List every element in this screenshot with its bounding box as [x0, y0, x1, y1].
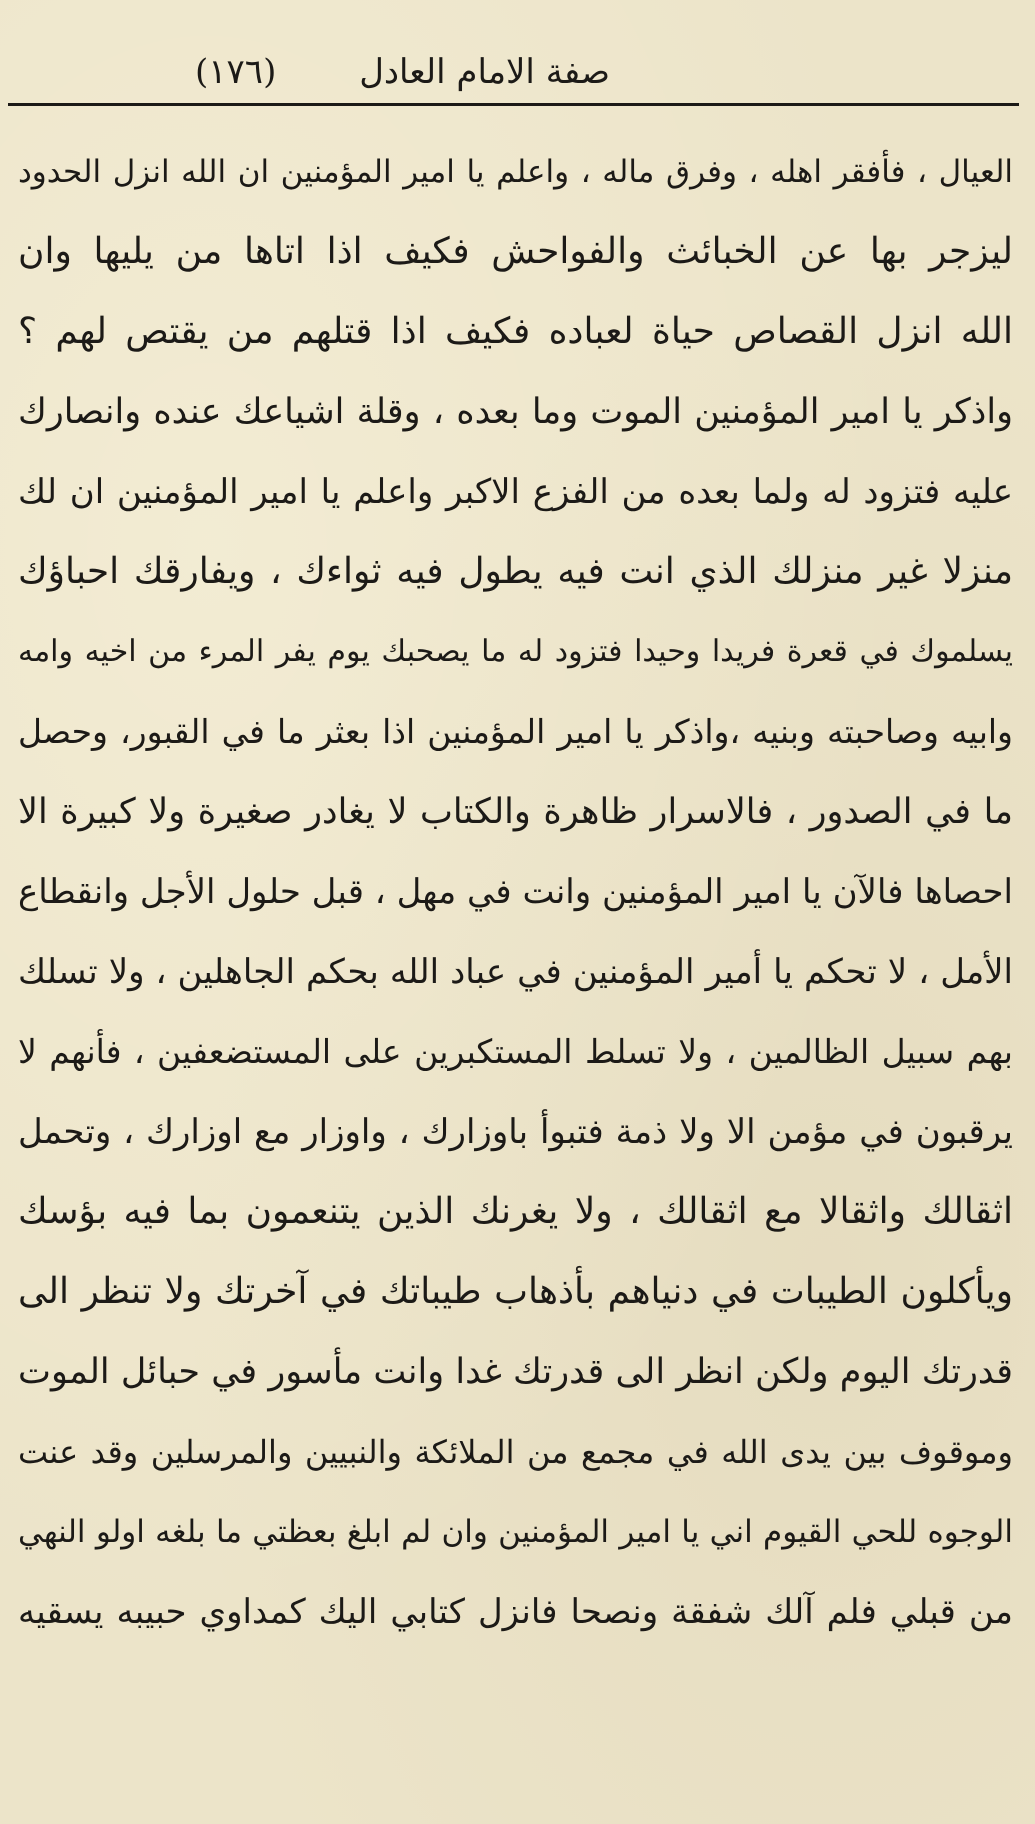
text-line: الله انزل القصاص حياة لعباده فكيف اذا قتلهم من يقتص لهم ؟ [18, 311, 1013, 352]
text-line: عليه فتزود له ولما بعده من الفزع الاكبر واعلم يا امير المؤمنين ان لك [18, 472, 1013, 512]
text-line: ما في الصدور ، فالاسرار ظاهرة والكتاب لا يغادر صغيرة ولا كبيرة الا [18, 792, 1013, 832]
text-line: احصاها فالآن يا امير المؤمنين وانت في مهل ، قبل حلول الأجل وانقطاع [18, 872, 1013, 912]
page-number: (١٧٦) [195, 52, 277, 92]
running-head [60, 44, 995, 104]
text-line: العيال ، فأفقر اهله ، وفرق ماله ، واعلم يا امير المؤمنين ان الله انزل الحدود [18, 154, 1013, 190]
text-line: قدرتك اليوم ولكن انظر الى قدرتك غدا وانت مأسور في حبائل الموت [18, 1352, 1013, 1392]
text-line: ليزجر بها عن الخبائث والفواحش فكيف اذا اتاها من يليها وان [18, 231, 1013, 272]
chapter-title: صفة الامام العادل [359, 52, 610, 92]
text-line: منزلا غير منزلك الذي انت فيه يطول فيه ثواءك ، ويفارقك احباؤك [18, 551, 1013, 592]
text-line: يسلموك في قعرة فريدا وحيدا فتزود له ما يصحبك يوم يفر المرء من اخيه وامه [18, 634, 1013, 669]
text-line: وموقوف بين يدى الله في مجمع من الملائكة والنبيين والمرسلين وقد عنت [18, 1433, 1013, 1471]
text-line: واذكر يا امير المؤمنين الموت وما بعده ، وقلة اشياعك عنده وانصارك [18, 392, 1013, 432]
text-line: اثقالك واثقالا مع اثقالك ، ولا يغرنك الذين يتنعمون بما فيه بؤسك [18, 1191, 1013, 1232]
text-line: يرقبون في مؤمن الا ولا ذمة فتبوأ باوزارك ، واوزار مع اوزارك ، وتحمل [18, 1112, 1013, 1152]
text-line: وابيه وصاحبته وبنيه ،واذكر يا امير المؤمنين اذا بعثر ما في القبور، وحصل [18, 712, 1013, 751]
text-line: الأمل ، لا تحكم يا أمير المؤمنين في عباد الله بحكم الجاهلين ، ولا تسلك [18, 952, 1013, 992]
text-line: من قبلي فلم آلك شفقة ونصحا فانزل كتابي اليك كمداوي حبيبه يسقيه [18, 1592, 1013, 1632]
body-text [18, 132, 1013, 1652]
text-line: الوجوه للحي القيوم اني يا امير المؤمنين وان لم ابلغ بعظتي ما بلغه اولو النهي [18, 1514, 1013, 1550]
header-rule [8, 103, 1019, 106]
text-line: بهم سبيل الظالمين ، ولا تسلط المستكبرين على المستضعفين ، فأنهم لا [18, 1032, 1013, 1071]
text-line: ويأكلون الطيبات في دنياهم بأذهاب طيباتك في آخرتك ولا تنظر الى [18, 1271, 1013, 1312]
